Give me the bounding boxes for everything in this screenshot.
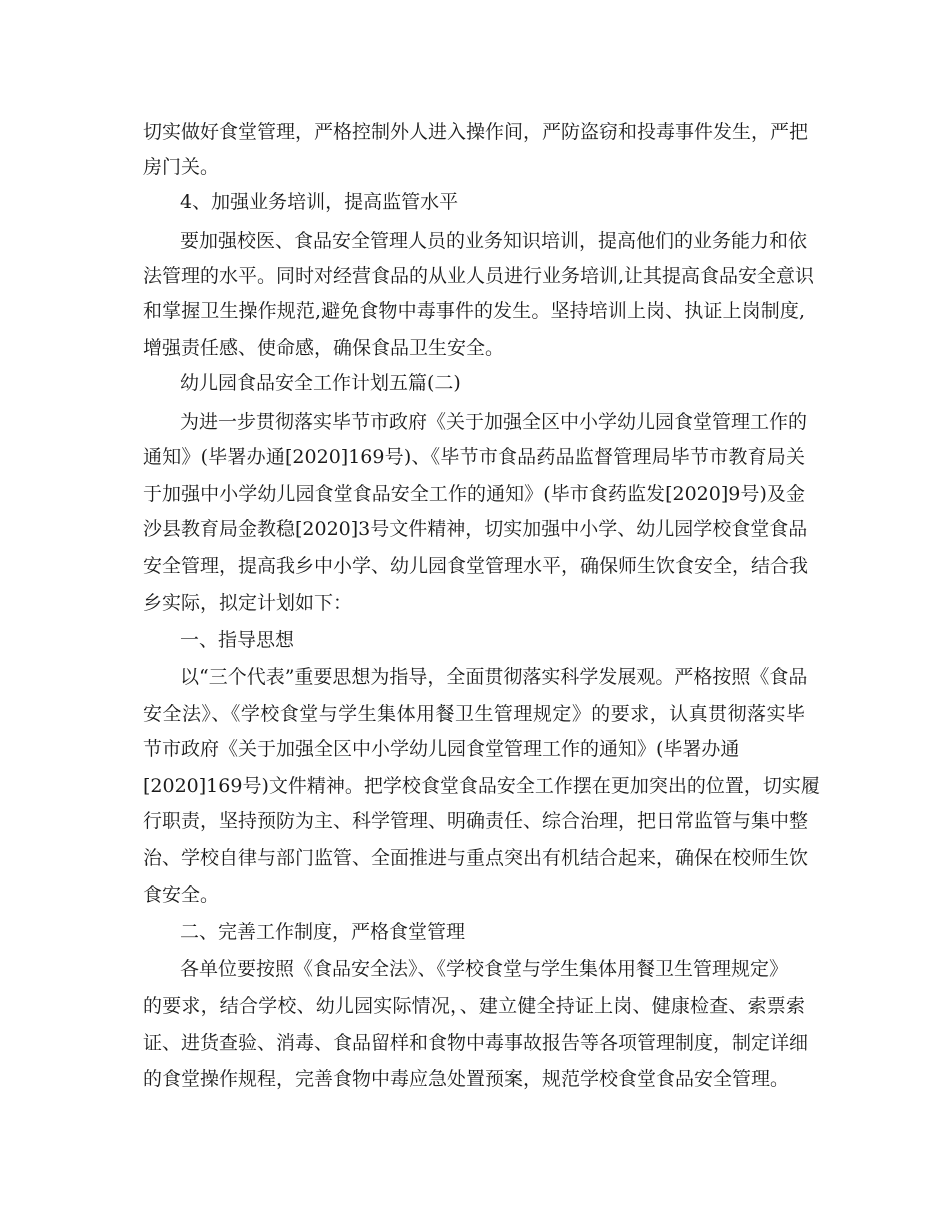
text-line: 房门关。: [143, 156, 220, 178]
section-heading: 4、加强业务培训，提高监管水平: [180, 191, 459, 213]
text-line: 的食堂操作规程，完善食物中毒应急处置预案，规范学校食堂食品安全管理。: [143, 1068, 790, 1090]
text-line: 增强责任感、使命感，确保食品卫生安全。: [143, 337, 505, 359]
text-line: 行职责，坚持预防为主、科学管理、明确责任、综合治理，把日常监管与集中整: [143, 810, 809, 832]
text-line: 食安全。: [143, 884, 220, 906]
text-line: 治、学校自律与部门监管、全面推进与重点突出有机结合起来，确保在校师生饮: [143, 847, 809, 869]
paragraph-first-line: 要加强校医、食品安全管理人员的业务知识培训，提高他们的业务能力和依: [180, 230, 808, 252]
text-line: 安全管理，提高我乡中小学、幼儿园食堂管理水平，确保师生饮食安全，结合我: [143, 555, 809, 577]
text-line: [2020]169号)文件精神。把学校食堂食品安全工作摆在更加突出的位置，切实履: [143, 775, 820, 797]
paragraph-first-line: 各单位要按照《食品安全法》、《学校食堂与学生集体用餐卫生管理规定》: [180, 958, 789, 980]
text-line: 于加强中小学幼儿园食堂食品安全工作的通知》(毕市食药监发[2020]9号)及金: [143, 483, 805, 505]
text-line: 的要求，结合学校、幼儿园实际情况，、建立健全持证上岗、健康检查、索票索: [143, 995, 805, 1017]
text-line: 安全法》、《学校食堂与学生集体用餐卫生管理规定》的要求，认真贯彻落实毕: [143, 703, 805, 725]
text-line: 法管理的水平。同时对经营食品的从业人员进行业务培训,让其提高食品安全意识: [143, 265, 815, 287]
paragraph-first-line: 以“三个代表”重要思想为指导，全面贯彻落实科学发展观。严格按照《食品: [180, 666, 808, 688]
text-line: 证、进货查验、消毒、食品留样和食物中毒事故报告等各项管理制度，制定详细: [143, 1032, 809, 1054]
text-line: 乡实际，拟定计划如下：: [143, 592, 353, 614]
section-heading: 一、指导思想: [180, 629, 295, 651]
section-title: 幼儿园食品安全工作计划五篇(二): [180, 372, 461, 394]
text-line: 节市政府《关于加强全区中小学幼儿园食堂管理工作的通知》(毕署办通: [143, 738, 740, 760]
text-line: 通知》(毕署办通[2020]169号)、《毕节市食品药品监督管理局毕节市教育局关: [143, 446, 805, 468]
text-line: 和掌握卫生操作规范,避免食物中毒事件的发生。坚持培训上岗、执证上岗制度,: [143, 300, 805, 322]
text-line: 切实做好食堂管理，严格控制外人进入操作间，严防盗窃和投毒事件发生，严把: [143, 121, 809, 143]
paragraph-first-line: 为进一步贯彻落实毕节市政府《关于加强全区中小学幼儿园食堂管理工作的: [180, 411, 808, 433]
section-heading: 二、完善工作制度，严格食堂管理: [180, 921, 466, 943]
text-line: 沙县教育局金教稳[2020]3号文件精神，切实加强中小学、幼儿园学校食堂食品: [143, 518, 808, 540]
